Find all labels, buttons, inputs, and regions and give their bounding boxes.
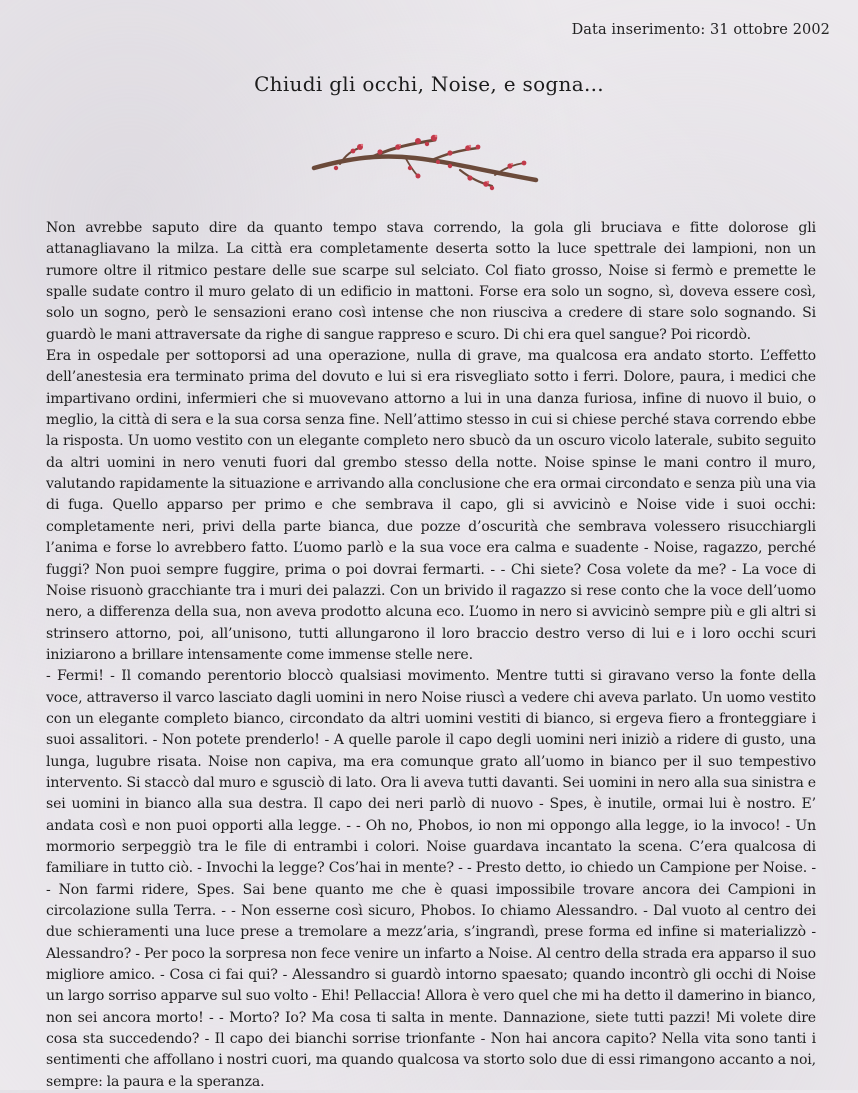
page-title: Chiudi gli occhi, Noise, e sogna... bbox=[254, 72, 604, 96]
story-paragraph: Era in ospedale per sottoporsi ad una operazione, nulla di grave, ma qualcosa era andato storto. L’effetto dell’anestesia era terminato prima del dovuto e lui si era risvegliato sotto i ferri. Dolore, paura, i medici che impartivano ordini, infermieri che si muovevano attorno a lui in una danza furiosa, infine di nuovo il buio, o meglio, la città di sera e la sua corsa senza fine. Nell’attimo stesso in cui si chiese perché stava correndo ebbe la risposta. Un uomo vestito con un elegante completo nero sbucò da un oscuro vicolo laterale, subito seguito da altri uomini in nero venuti fuori dal grembo stesso della notte. Noise spinse le mani contro il muro, valutando rapidamente la situazione e arrivando alla conclusione che era ormai circondato e senza più una via di fuga. Quello apparso per primo e che sembrava il capo, gli si avvicinò e Noise vide i suoi occhi: completamente neri, privi della parte bianca, due pozze d’oscurità che sembrava volessero risucchiargli l’anima e forse lo avrebbero fatto. L’uomo parlò e la sua voce era calma e suadente - Noise, ragazzo, perché fuggi? Non puoi sempre fuggire, prima o poi dovrai fermarti. - - Chi siete? Cosa volete da me? - La voce di Noise risuonò gracchiante tra i muri dei palazzi. Con un brivido il ragazzo si rese conto che la voce dell’uomo nero, a differenza della sua, non aveva prodotto alcuna eco. L’uomo in nero si avvicinò sempre più e gli altri si strinsero attorno, poi, all’unisono, tutti allungarono il loro braccio destro verso di lui e i loro occhi scuri iniziarono a brillare intensamente come immense stelle nere. bbox=[46, 348, 816, 663]
story-paragraph: - Fermi! - Il comando perentorio bloccò qualsiasi movimento. Mentre tutti si giravano verso la fonte della voce, attraverso il varco lasciato dagli uomini in nero Noise riuscì a vedere chi aveva parlato. Un uomo vestito con un elegante completo bianco, circondato da altri uomini vestiti di bianco, si ergeva fiero a fronteggiare i suoi assalitori. - Non potete prenderlo! - A quelle parole il capo degli uomini neri iniziò a ridere di gusto, una lunga, lugubre risata. Noise non capiva, ma era comunque grato all’uomo in bianco per il suo tempestivo intervento. Si staccò dal muro e sgusciò di lato. Ora li aveva tutti davanti. Sei uomini in nero alla sua sinistra e sei uomini in bianco alla sua destra. Il capo dei neri parlò di nuovo - Spes, è inutile, ormai lui è nostro. E’ andata così e non puoi opporti alla legge. - - Oh no, Phobos, io non mi oppongo alla legge, io la invoco! - Un mormorio serpeggiò tra le file di entrambi i colori. Noise guardava incantato la scena. C’era qualcosa di familiare in tutto ciò. - Invochi la legge? Cos’hai in mente? - - Presto detto, io chiedo un Campione per Noise. - - Non farmi ridere, Spes. Sai bene quanto me che è quasi impossibile trovare ancora dei Campioni in circolazione sulla Terra. - - Non esserne così sicuro, Phobos. Io chiamo Alessandro. - Dal vuoto al centro dei due schieramenti una luce prese a tremolare a mezz’aria, s’ingrandì, prese forma ed infine si materializzò - Alessandro? - Per poco la sorpresa non fece venire un infarto a Noise. Al centro della strada era apparso il suo migliore amico. - Cosa ci fai qui? - Alessandro si guardò intorno spaesato; quando incontrò gli occhi di Noise un largo sorriso apparve sul suo volto - Ehi! Pellaccia! Allora è vero quel che mi ha detto il damerino in bianco, non sei ancora morto! - - Morto? Io? Ma cosa ti salta in mente. Dannazione, siete tutti pazzi! Mi volete dire cosa sta succedendo? - Il capo dei bianchi sorrise trionfante - Non hai ancora capito? Nella vita sono tanti i sentimenti che affollano i nostri cuori, ma quando qualcosa va storto solo due di essi rimangono accanto a noi, sempre: la paura e la speranza. bbox=[46, 668, 816, 1090]
insertion-date: Data inserimento: 31 ottobre 2002 bbox=[571, 22, 830, 38]
story-text bbox=[46, 218, 816, 1093]
blossom-branch-icon bbox=[310, 128, 540, 194]
story-paragraph: Non avrebbe saputo dire da quanto tempo stava correndo, la gola gli bruciava e fitte dolorose gli attanagliavano la milza. La città era completamente deserta sotto la luce spettrale dei lampioni, non un rumore oltre il ritmico pestare delle sue scarpe sul selciato. Col fiato grosso, Noise si fermò e premette le spalle sudate contro il muro gelato di un edificio in mattoni. Forse era solo un sogno, sì, doveva essere così, solo un sogno, però le sensazioni erano così intense che non riusciva a credere di stare solo sognando. Si guardò le mani attraversate da righe di sangue rappreso e scuro. Di chi era quel sangue? Poi ricordò. bbox=[46, 220, 816, 343]
